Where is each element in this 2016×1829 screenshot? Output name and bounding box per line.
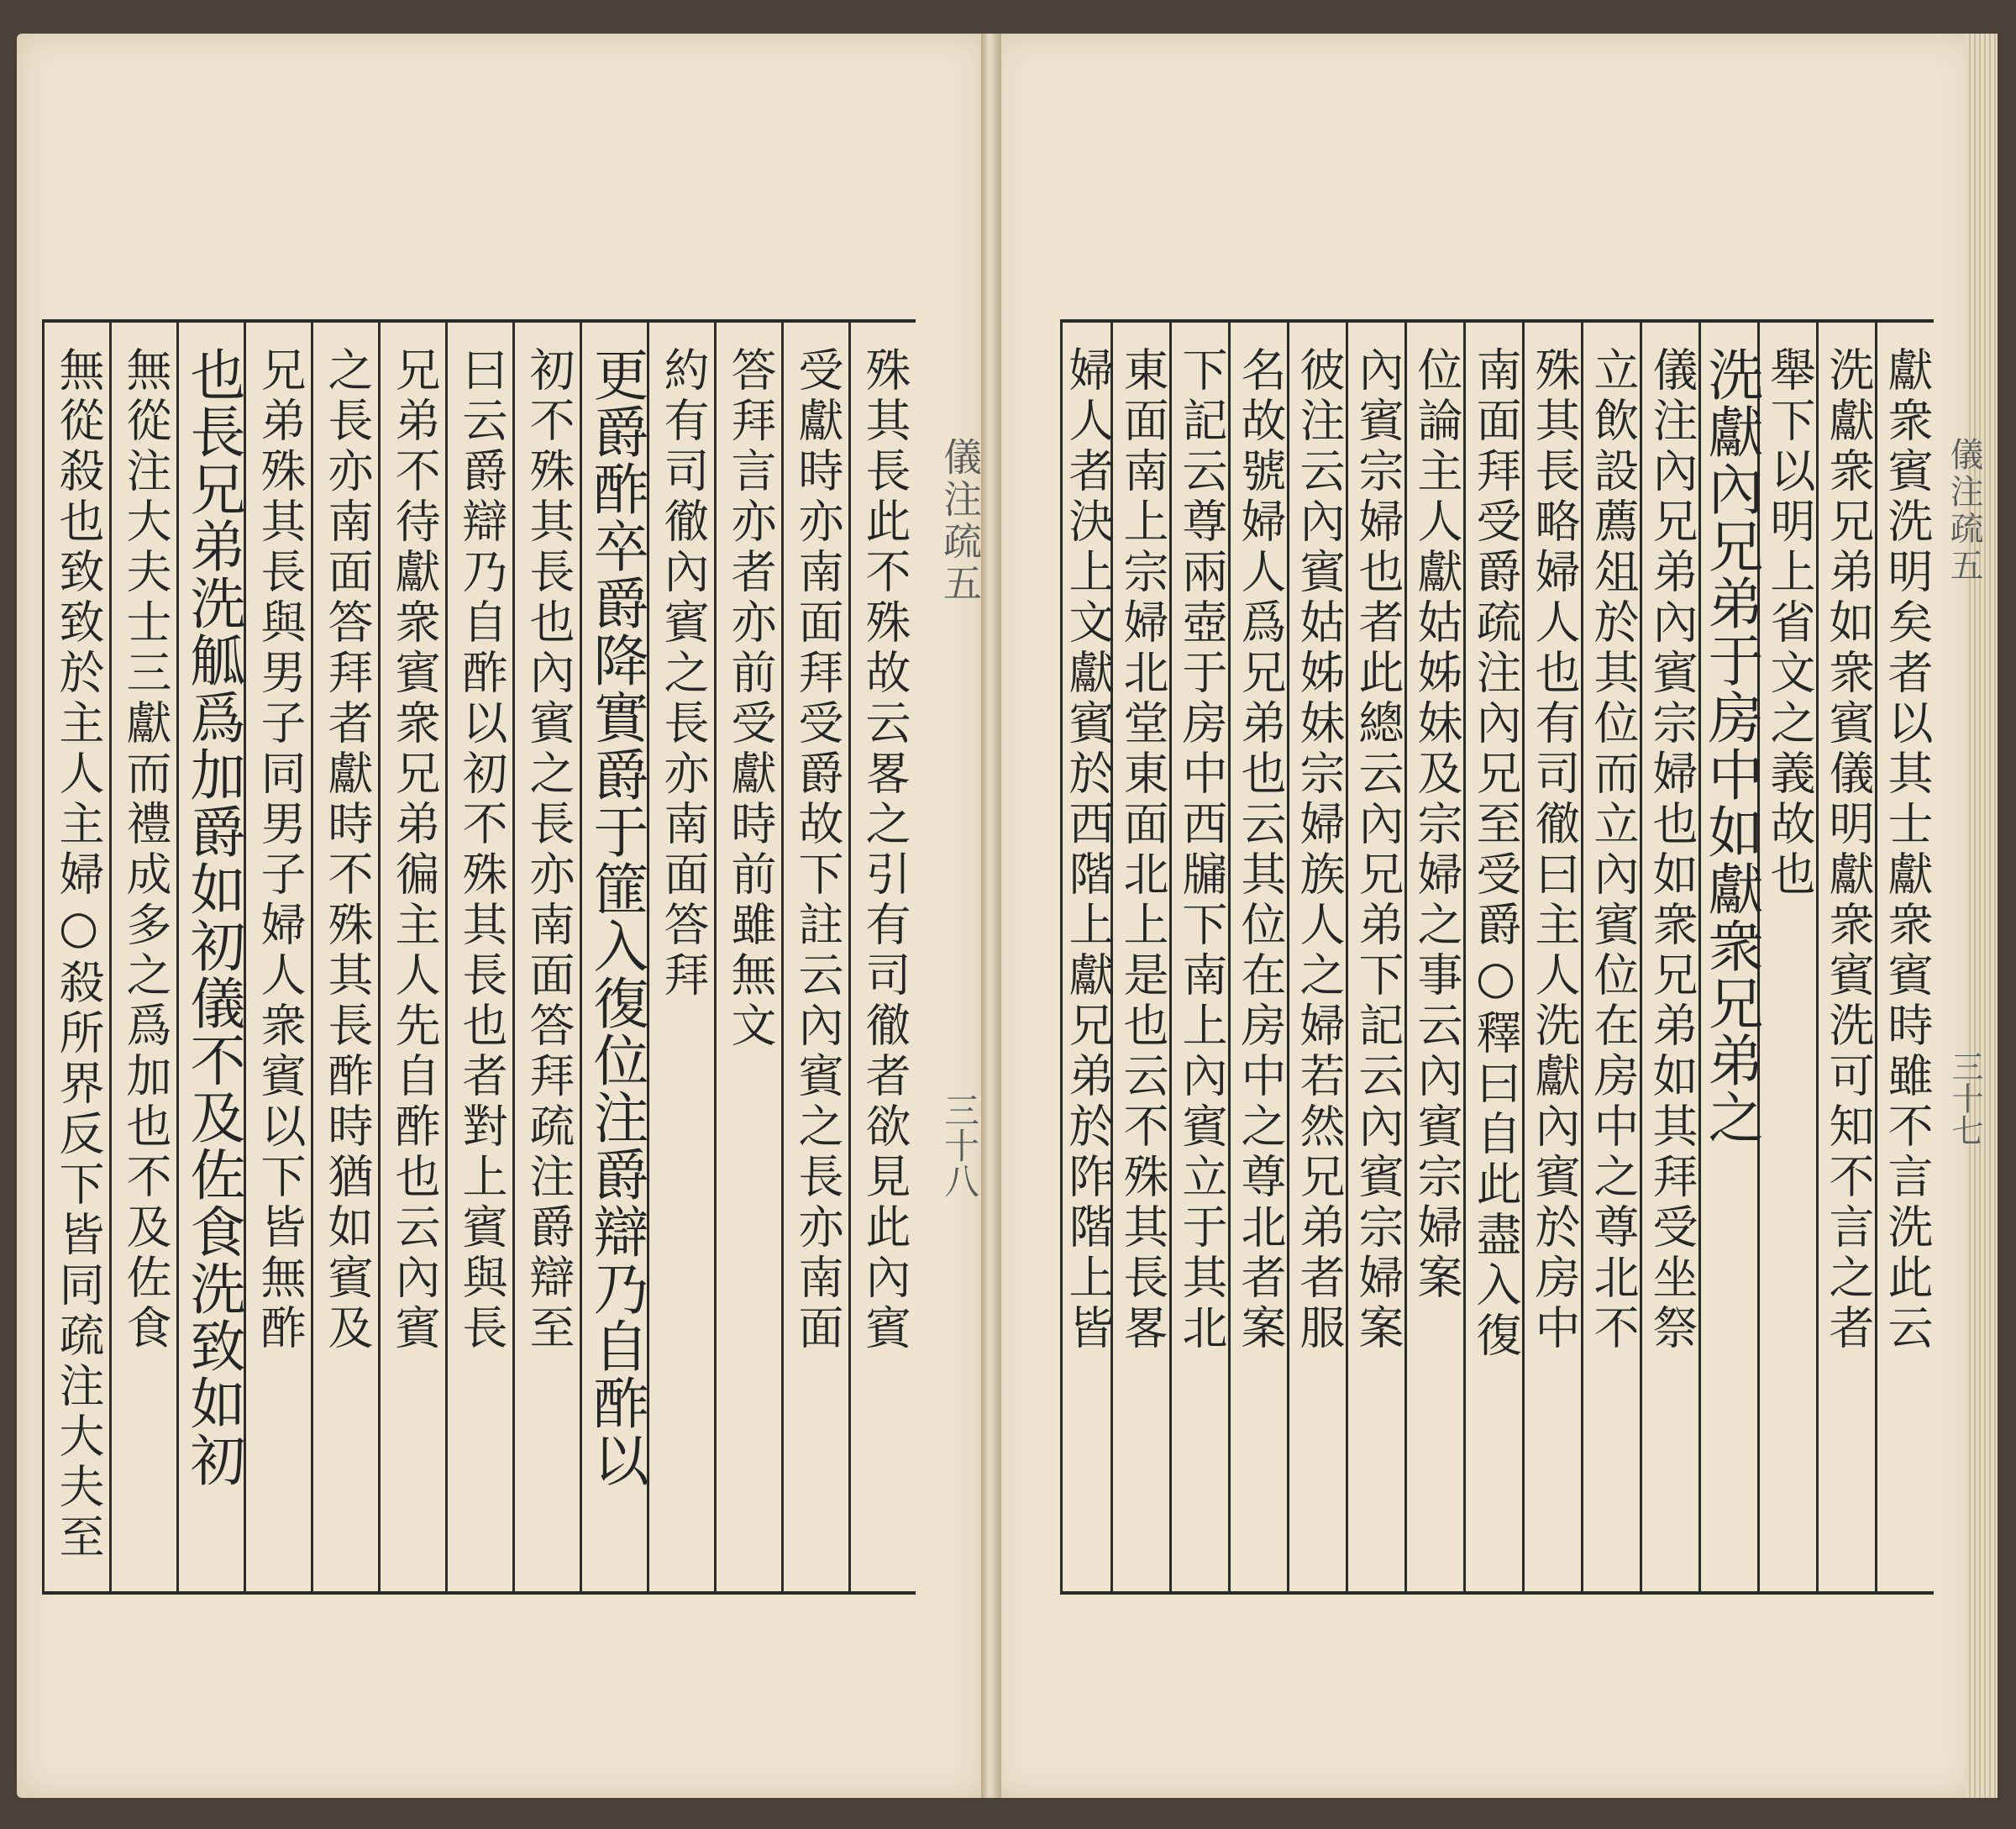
right-column-6: 立飲設薦俎於其位而立內賓位在房中之尊北不 bbox=[1581, 323, 1642, 1591]
page-stack-edge bbox=[1966, 34, 1998, 1798]
right-margin-title: 儀注疏五 bbox=[1945, 437, 1983, 585]
left-column-7: 曰云爵辯乃自酢以初不殊其長也者對上賓與長 bbox=[445, 323, 515, 1591]
right-column-2: 洗獻衆兄弟如衆賓儀明獻衆賓洗可知不言之者 bbox=[1816, 323, 1877, 1591]
right-column-5: 儀注內兄弟內賓宗婦也如衆兄弟如其拜受坐祭 bbox=[1640, 323, 1701, 1591]
right-column-11: 彼注云內賓姑姊妹宗婦族人之婦若然兄弟者服 bbox=[1287, 323, 1348, 1591]
left-page-number: 三十八 bbox=[939, 1092, 980, 1198]
left-column-2: 受獻時亦南面拜受爵故下註云內賓之長亦南面 bbox=[781, 323, 851, 1591]
left-column-4: 約有司徹內賓之長亦南面答拜 bbox=[647, 323, 717, 1591]
left-column-12: 無從注大夫士三獻而禮成多之爲加也不及佐食 bbox=[109, 323, 179, 1591]
right-column-15: 婦人者決上文獻賓於西階上獻兄弟於阼階上皆 bbox=[1060, 323, 1113, 1591]
right-column-4: 洗獻內兄弟于房中如獻衆兄弟之 bbox=[1698, 323, 1760, 1591]
left-column-13: 無從殺也致致於主人主婦○殺所界反下皆同疏注大夫至 bbox=[42, 323, 112, 1591]
left-column-10: 兄弟殊其長與男子同男子婦人衆賓以下皆無酢 bbox=[244, 323, 313, 1591]
right-column-14: 東面南上宗婦北堂東面北上是也云不殊其長畧 bbox=[1110, 323, 1172, 1591]
right-column-12: 名故號婦人爲兄弟也云其位在房中之尊北者案 bbox=[1228, 323, 1289, 1591]
left-column-5: 更爵酢卒爵降實爵于篚入復位注爵辯乃自酢以 bbox=[580, 323, 649, 1591]
left-text-panel bbox=[42, 319, 916, 1595]
left-column-3: 答拜言亦者亦前受獻時前雖無文 bbox=[714, 323, 784, 1591]
right-column-3: 舉下以明上省文之義故也 bbox=[1757, 323, 1819, 1591]
right-column-8: 南面拜受爵疏注內兄至受爵○釋曰自此盡入復 bbox=[1463, 323, 1525, 1591]
right-column-7: 殊其長略婦人也有司徹曰主人洗獻內賓於房中 bbox=[1522, 323, 1583, 1591]
left-column-1: 殊其長此不殊故云畧之引有司徹者欲見此內賓 bbox=[848, 323, 918, 1591]
right-column-9: 位論主人獻姑姊妹及宗婦之事云內賓宗婦案 bbox=[1404, 323, 1466, 1591]
left-column-9: 之長亦南面答拜者獻時不殊其長酢時猶如賓及 bbox=[311, 323, 381, 1591]
right-page-number: 三十七 bbox=[1946, 1050, 1983, 1146]
book-spine bbox=[981, 34, 1001, 1798]
left-column-11: 也長兄弟洗觚爲加爵如初儀不及佐食洗致如初 bbox=[176, 323, 246, 1591]
left-margin-title: 儀注疏五 bbox=[937, 437, 983, 605]
left-column-6: 初不殊其長也內賓之長亦南面答拜疏注爵辯至 bbox=[512, 323, 582, 1591]
right-column-13: 下記云尊兩壺于房中西牖下南上內賓立于其北 bbox=[1169, 323, 1231, 1591]
right-column-10: 內賓宗婦也者此總云內兄弟下記云內賓宗婦案 bbox=[1346, 323, 1407, 1591]
right-text-panel bbox=[1060, 319, 1934, 1595]
right-column-1: 獻衆賓洗明矣者以其士獻衆賓時雖不言洗此云 bbox=[1875, 323, 1936, 1591]
left-column-8: 兄弟不待獻衆賓衆兄弟徧主人先自酢也云內賓 bbox=[378, 323, 448, 1591]
